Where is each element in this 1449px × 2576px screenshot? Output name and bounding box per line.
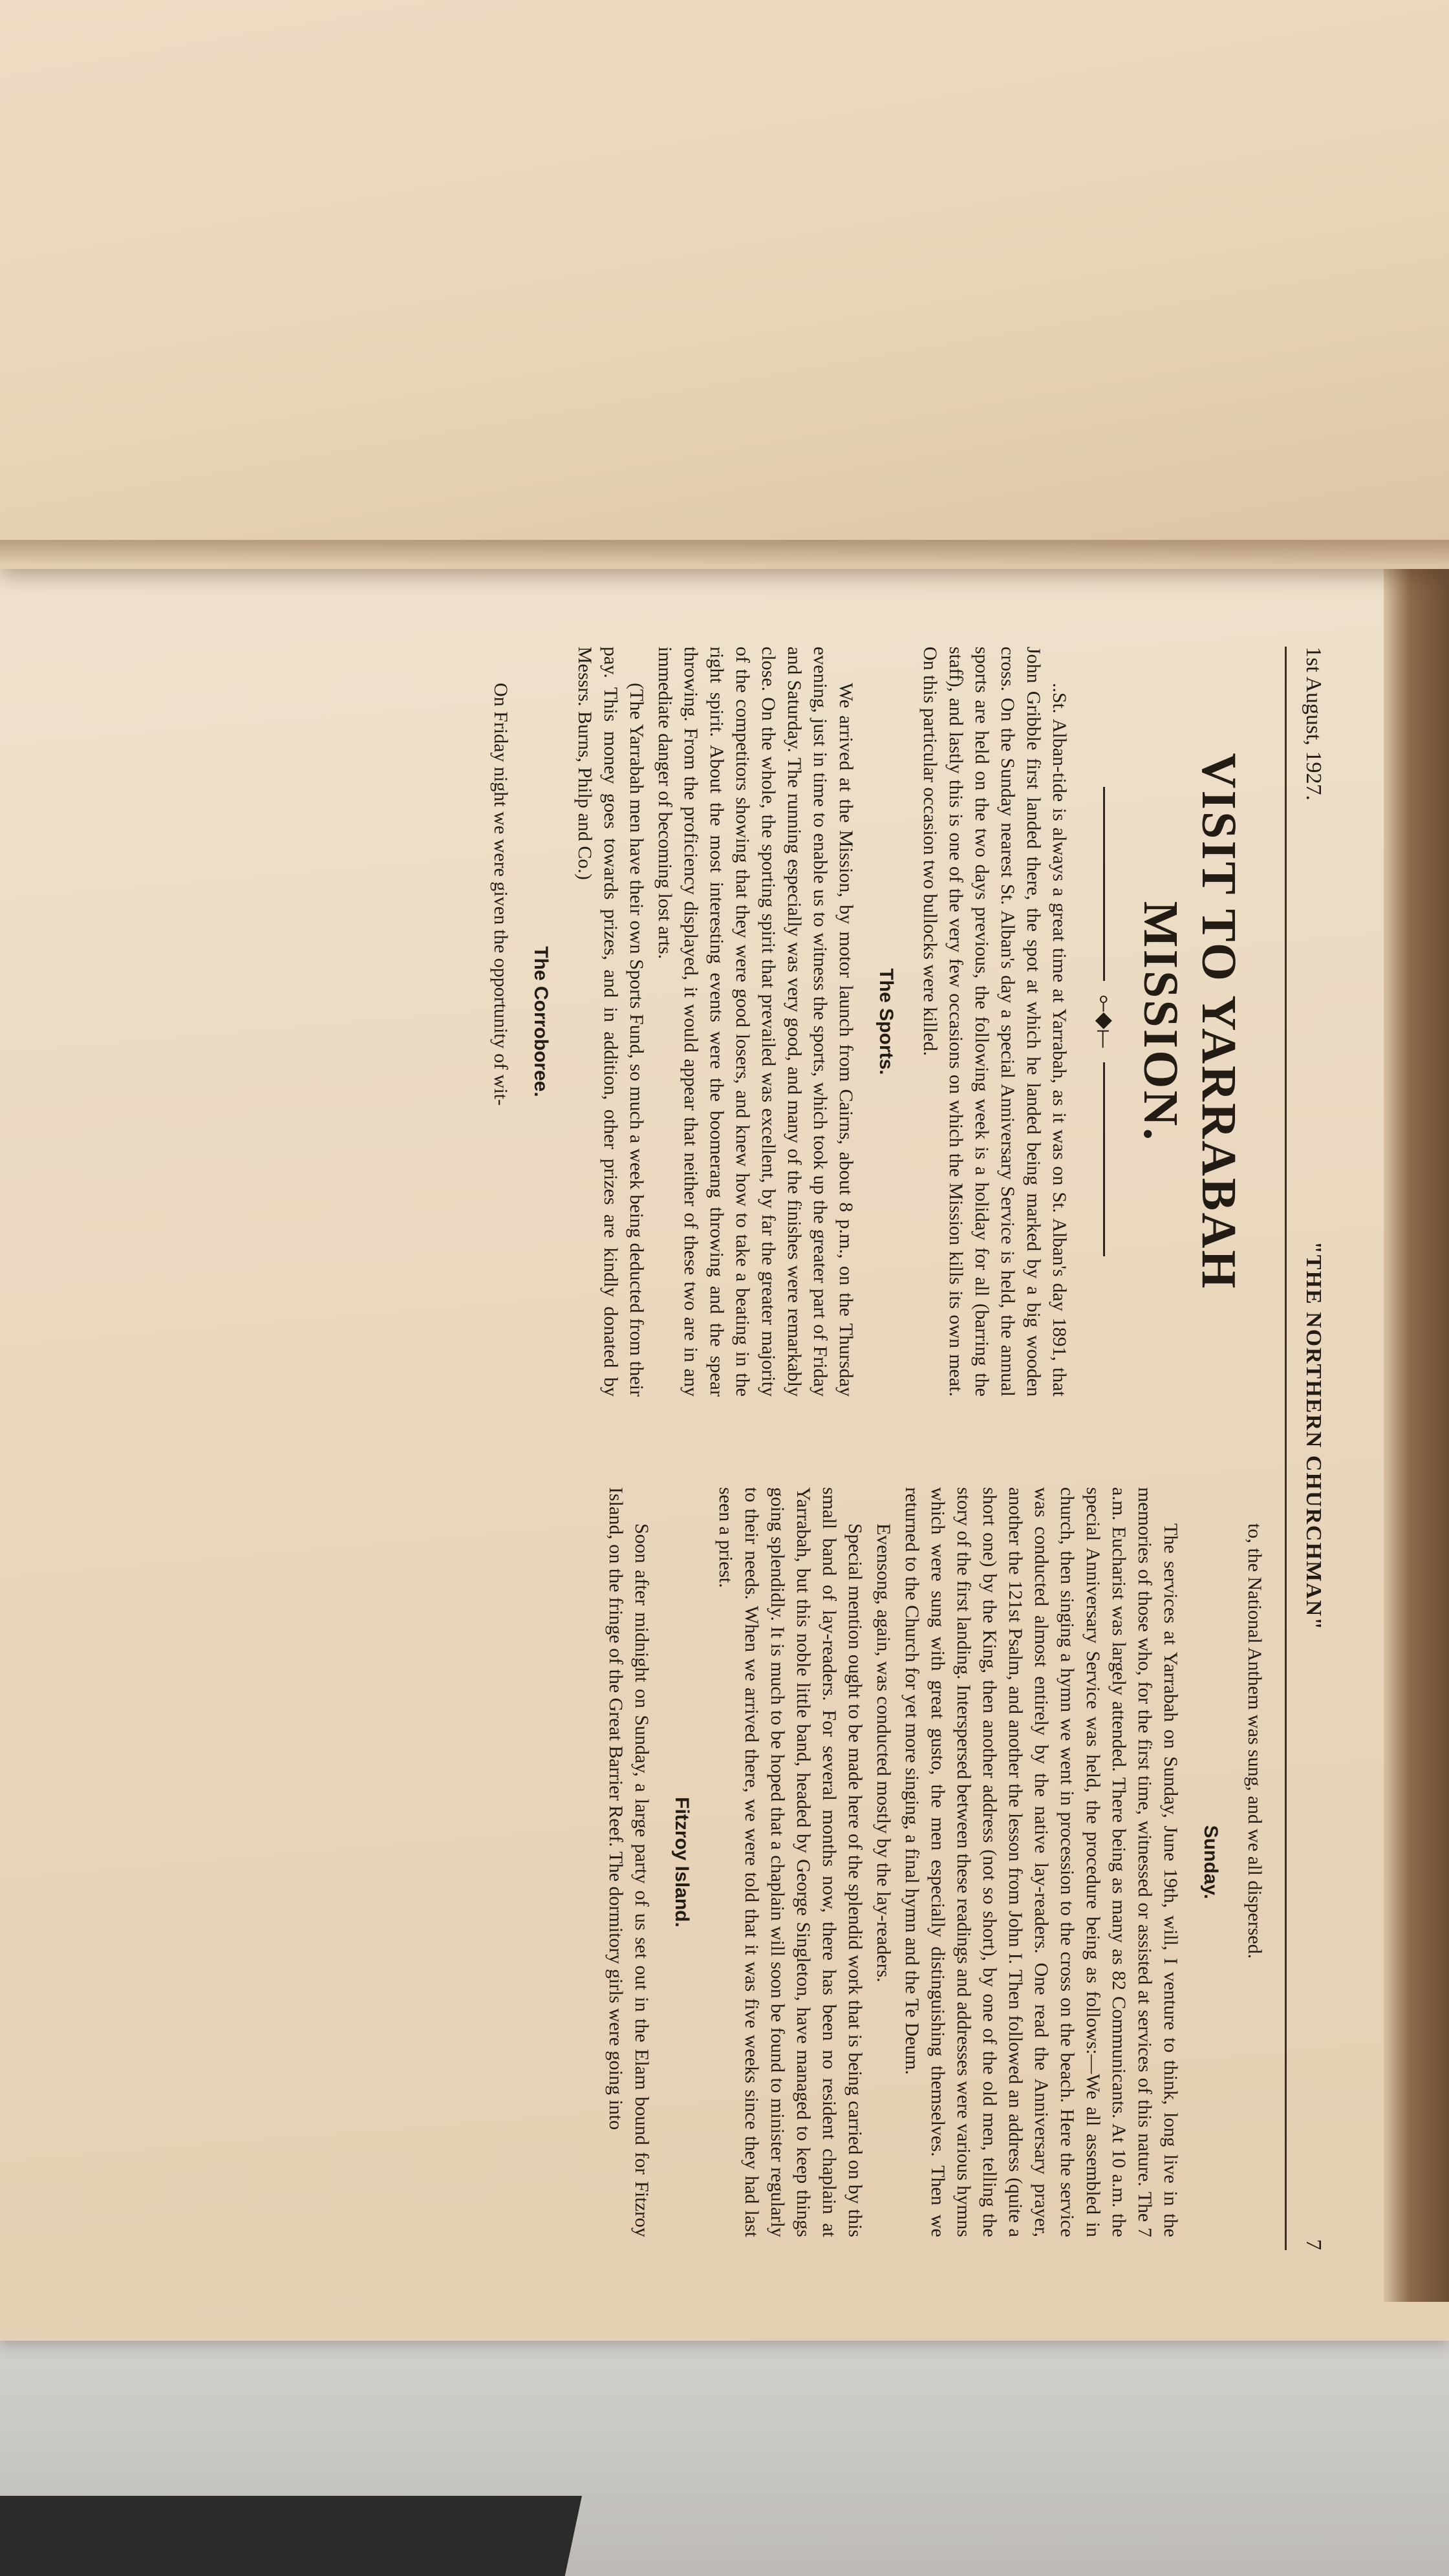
fitzroy-paragraph-1: Soon after midnight on Sunday, a large party of us set out in the Elam bound for Fitzroy Island, on the fringe of the Great Barrier Reef. The dormitory girls were going into [605,1487,652,2237]
title-line-2: MISSION. [1133,901,1188,1143]
page-number: 7 [1302,2239,1326,2250]
left-column [485,647,1267,1397]
page-content [149,647,1326,2250]
corroboree-paragraph-1: On Friday night we were given the opportunity of wit- [489,683,511,1106]
intro-paragraph: ..St. Alban-tide is always a great time at Yarrabah, as it was on St. Alban's day 1891, that John Gribble first landed there, the spot at which he landed being marked by a big wooden cross. On the Sunday nearest St. Alban's day a special Anniversary Service is held, the annual sports are held on the two days previous, the following week is a holiday for all (barring the staff), and lastly this is one of the very few occasions on which the Mission kills its own meat. On this particular occasion two bullocks were killed. [919,647,1070,1397]
fitzroy-heading: Fitzroy Island. [671,1797,692,1927]
issue-date: 1st August, 1927. [1302,647,1326,801]
sunday-heading: Sunday. [1200,1825,1221,1900]
sunday-paragraph-3: Special mention ought to be made here of the splendid work that is being carried on by this small band of lay-readers. For several months now, there has been no resident chaplain at Yarrabah, but this noble little band, headed by George Singleton, have managed to keep things going splendidly. It is much to be hoped that a chaplain will soon be found to minister regularly to their needs. When we arrived there, we were told that it was five weeks since they had last seen a priest. [715,1487,866,2237]
right-column [600,1487,1267,2237]
ornament-icon: ⟜◆⟝ [1092,994,1117,1049]
sports-heading: The Sports. [875,968,897,1075]
title-divider [1091,647,1119,1397]
sports-paragraph-1: We arrived at the Mission, by motor launch from Cairns, about 8 p.m., on the Thursday evening, just in time to enable us to witness the sports, which took up the greater part of Friday and Saturday. The running especially was very good, and many of the finishes were remarkably close. On the whole, the sporting spirit that prevailed was excellent, by far the greater majority of the competitors showing that they were good losers, and knew how to take a beating in the right spirit. About the most interesting events were the boomerang throwing and the spear throwing. From the proficiency displayed, it would appear that neither of these two are in any immediate danger of becoming lost arts. [654,647,857,1397]
left-page [0,0,1449,569]
closing-paragraph: to, the National Anthem was sung, and we all dispersed. [1244,1523,1265,1959]
divider-bar-left [1103,787,1105,981]
divider-bar-right [1103,1062,1105,1256]
shadow [0,2496,582,2576]
journal-title: "THE NORTHERN CHURCHMAN" [1302,1241,1326,1631]
sunday-paragraph-2: Evensong, again, was conducted mostly by the lay-readers. [873,1523,894,1982]
book-edge [1384,556,1449,2302]
corroboree-heading: The Corroboree. [530,946,552,1097]
page-header [1287,647,1326,2250]
book-gutter [0,540,1449,566]
header-rule [1285,647,1287,2250]
sports-paragraph-2: (The Yarrabah men have their own Sports Fund, so much a week being deducted from their pay. This money goes towards prizes, and in addition, other prizes are kindly donated by Messrs. Burns, Philp and Co.) [574,647,647,1397]
sunday-paragraph-1: The services at Yarrabah on Sunday, June 19th, will, I venture to think, long live in the memories of those who, for the first time, witnessed or assisted at services of this nature. The 7 a.m. Eucharist was largely attended. There being as many as 82 Communicants. At 10 a.m. the special Anniversary Service was held, the procedure being as follows:—We all assembled in church, then singing a hymn we went in procession to the cross on the beach. Here the service was conducted almost entirely by the native lay-readers. One read the Anniversary prayer, another the 121st Psalm, and another the lesson from John I. Then followed an address (quite a short one) by the King, then another address (not so short), by one of the old men, telling the story of the first landing. Interspersed between these readings and addresses were various hymns which were sung with great gusto, the men especially distinguishing themselves. Then we returned to the Church for yet more singing, a final hymn and the Te Deum. [901,1487,1181,2237]
title-line-1: VISIT TO YARRABAH [1192,753,1246,1291]
article-title [1132,647,1248,1397]
